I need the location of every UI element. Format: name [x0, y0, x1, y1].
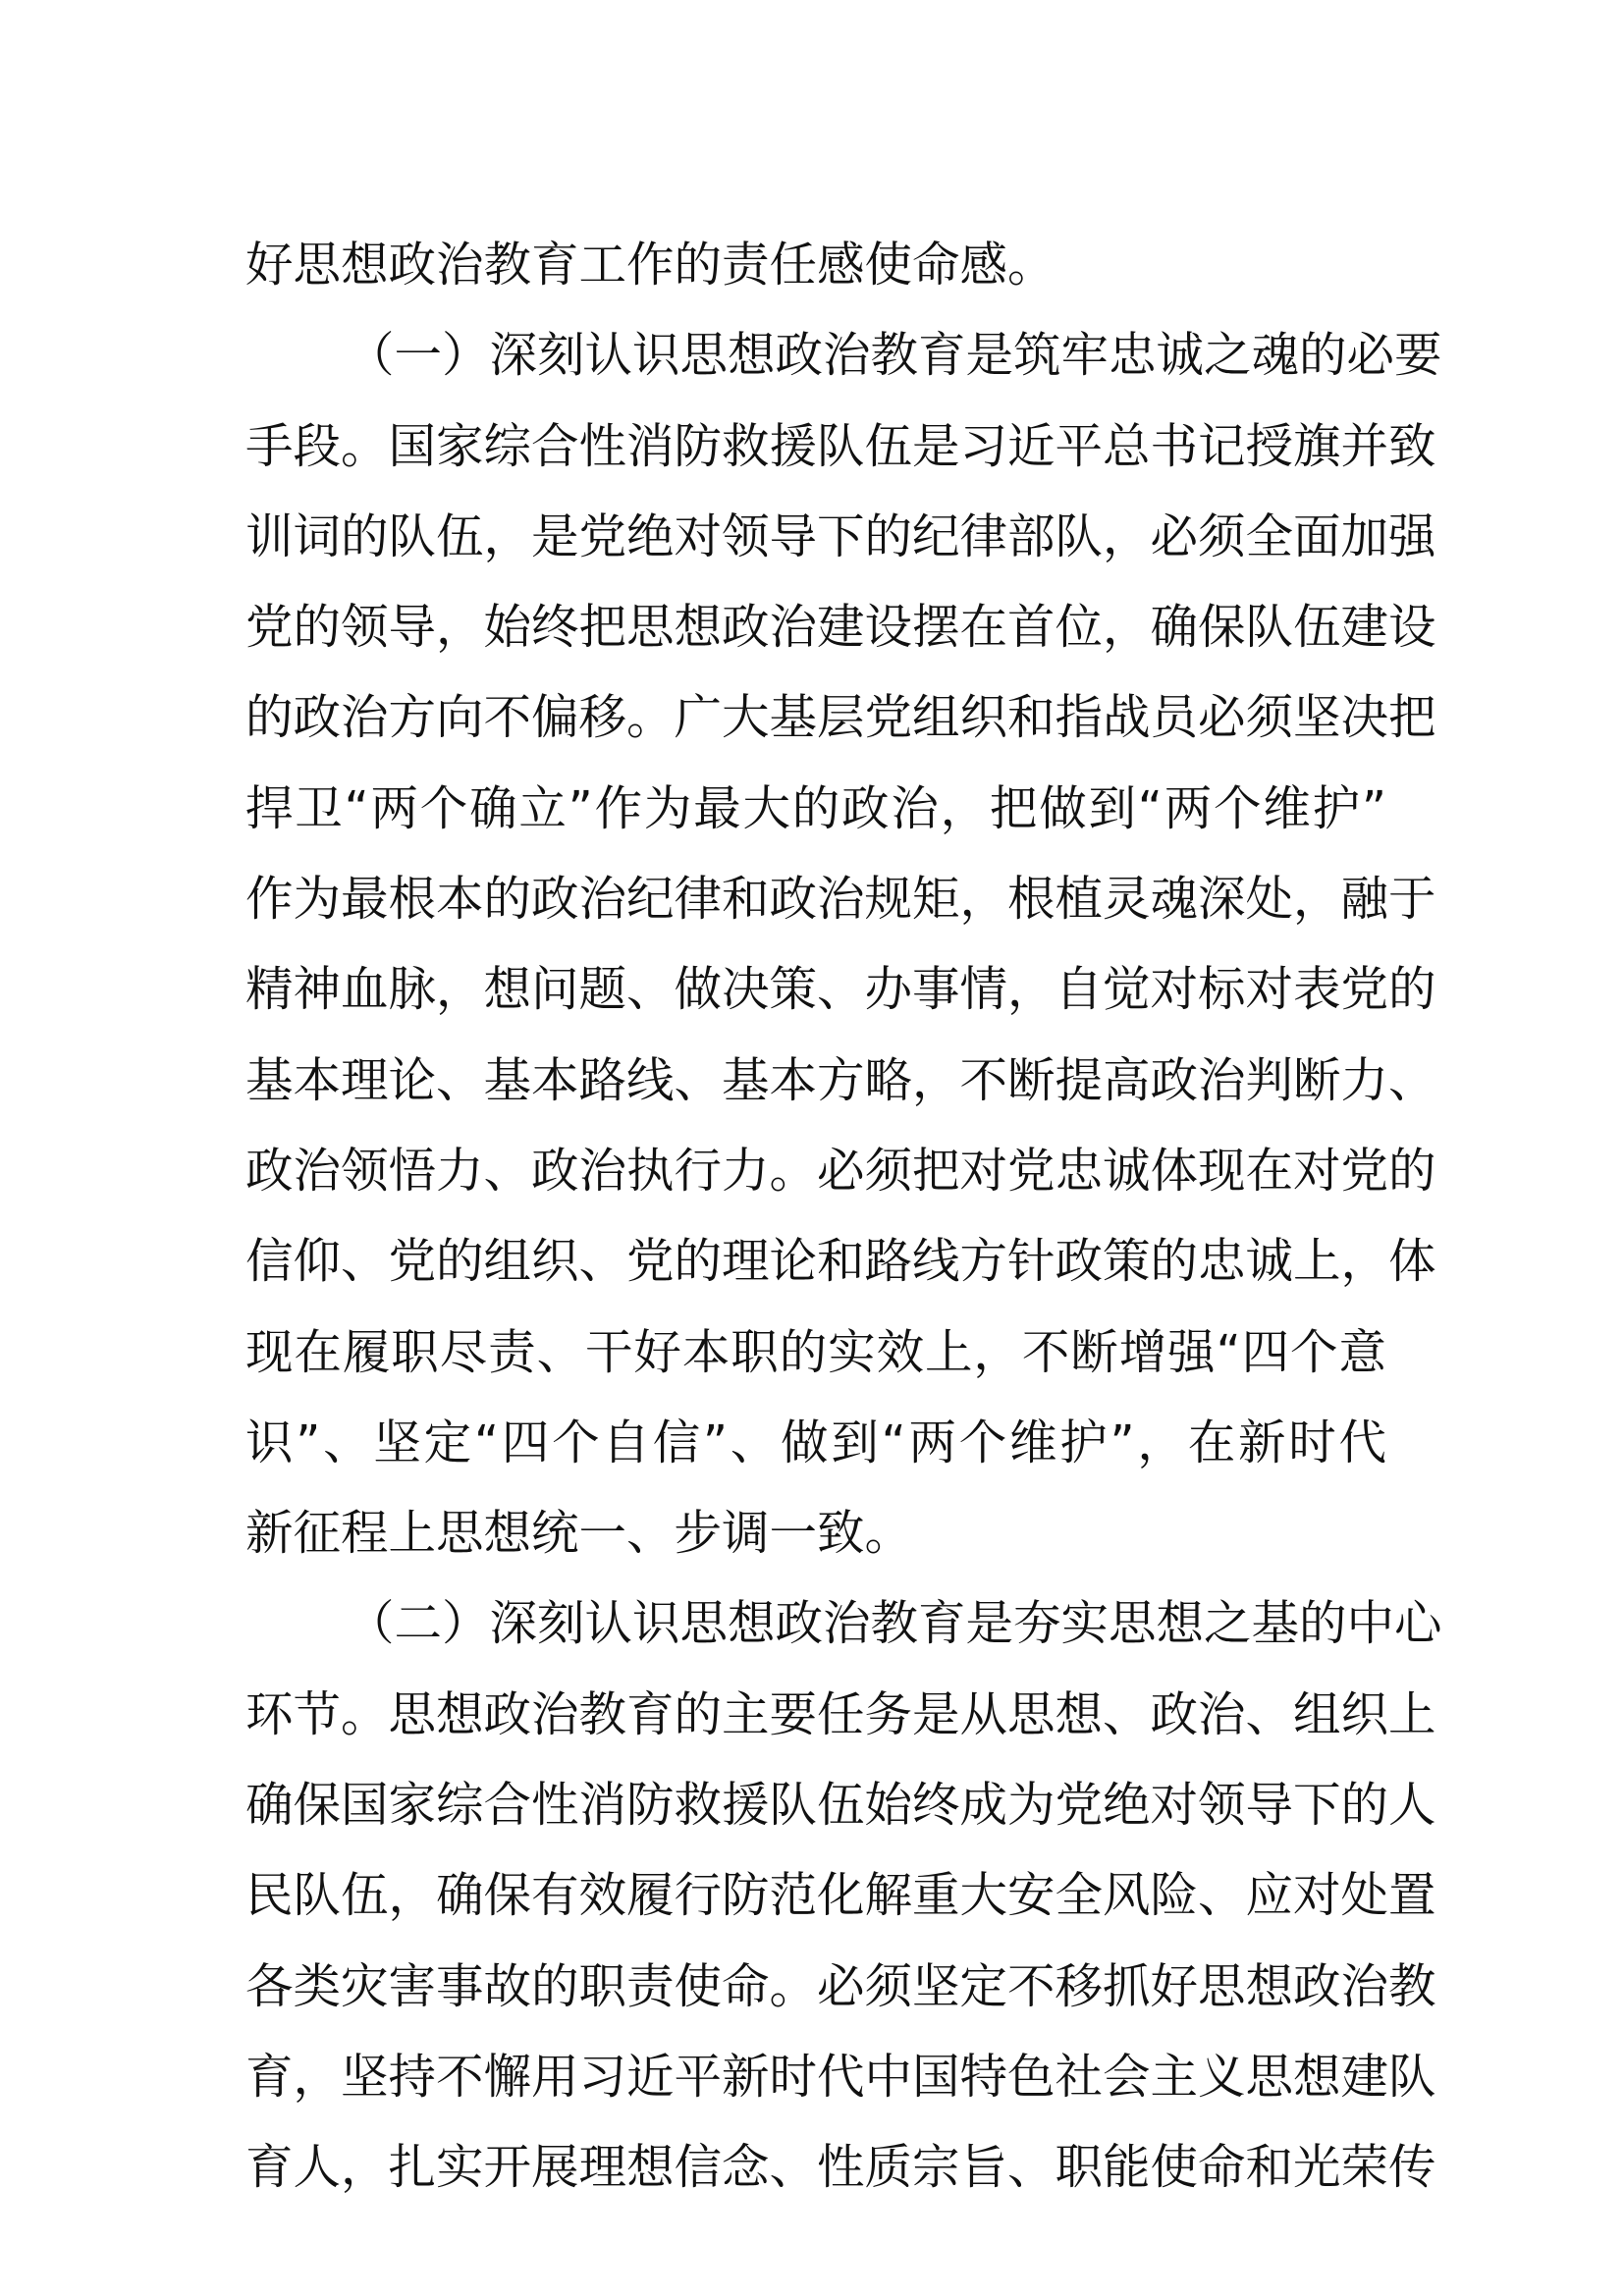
- text-line: 训词的队伍，是党绝对领导下的纪律部队，必须全面加强: [245, 508, 1436, 564]
- text-line: 基本理论、基本路线、基本方略，不断提高政治判断力、: [245, 1052, 1436, 1108]
- text-line: 现在履职尽责、干好本职的实效上，不断增强“四个意: [245, 1324, 1386, 1380]
- text-line: 的政治方向不偏移。广大基层党组织和指战员必须坚决把: [245, 690, 1436, 746]
- text-line: 育，坚持不懈用习近平新时代中国特色社会主义思想建队: [245, 2049, 1436, 2105]
- text-line: 好思想政治教育工作的责任感使命感。: [245, 238, 1056, 293]
- text-line: 识”、坚定“四个自信”、做到“两个维护”，在新时代: [245, 1415, 1386, 1470]
- text-line: 确保国家综合性消防救援队伍始终成为党绝对领导下的人: [245, 1778, 1436, 1834]
- text-line: 环节。思想政治教育的主要任务是从思想、政治、组织上: [245, 1686, 1436, 1742]
- section-heading-line: （一）深刻认识思想政治教育是筑牢忠诚之魂的必要: [347, 328, 1442, 384]
- text-line: 捍卫“两个确立”作为最大的政治，把做到“两个维护”: [245, 780, 1386, 836]
- section-heading-line: （二）深刻认识思想政治教育是夯实思想之基的中心: [347, 1596, 1442, 1652]
- text-line: 政治领悟力、政治执行力。必须把对党忠诚体现在对党的: [245, 1143, 1436, 1199]
- text-line: 新征程上思想统一、步调一致。: [245, 1506, 913, 1562]
- text-line: 各类灾害事故的职责使命。必须坚定不移抓好思想政治教: [245, 1958, 1436, 2014]
- text-line: 信仰、党的组织、党的理论和路线方针政策的忠诚上，体: [245, 1234, 1436, 1290]
- text-line: 民队伍，确保有效履行防范化解重大安全风险、应对处置: [245, 1868, 1436, 1924]
- text-line: 作为最根本的政治纪律和政治规矩，根植灵魂深处，融于: [245, 872, 1436, 928]
- text-line: 育人，扎实开展理想信念、性质宗旨、职能使命和光荣传: [245, 2140, 1436, 2196]
- text-line: 手段。国家综合性消防救援队伍是习近平总书记授旗并致: [245, 418, 1436, 474]
- text-line: 党的领导，始终把思想政治建设摆在首位，确保队伍建设: [245, 600, 1436, 656]
- text-line: 精神血脉，想问题、做决策、办事情，自觉对标对表党的: [245, 962, 1436, 1018]
- body-text: [245, 220, 1442, 2214]
